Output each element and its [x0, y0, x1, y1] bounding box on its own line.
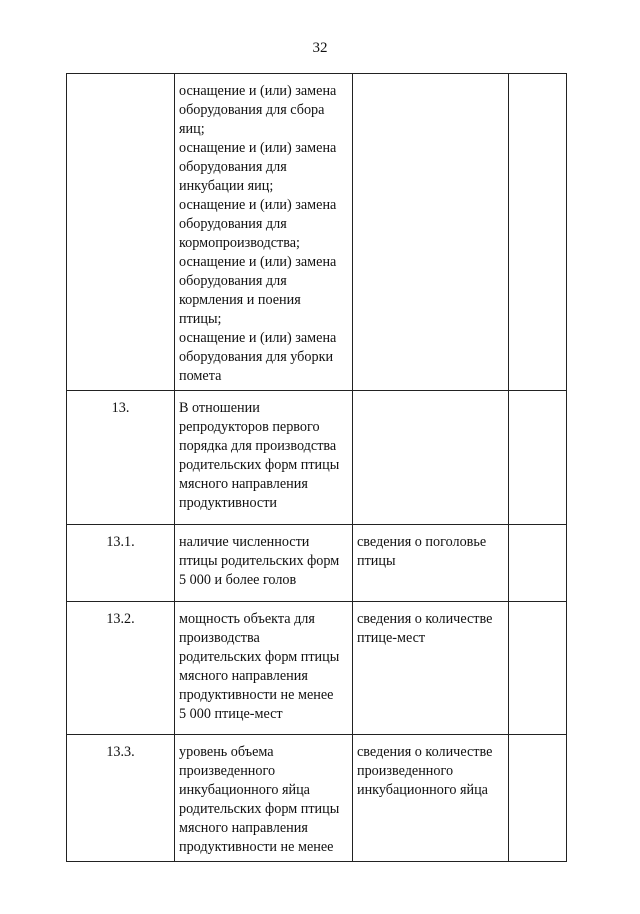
criterion-description-line: родительских форм птицы [179, 457, 340, 473]
criterion-description-line: продуктивности не менее [179, 687, 334, 703]
criterion-description-line: родительских форм птицы [179, 801, 340, 817]
criterion-description-line: кормопроизводства; [179, 235, 300, 251]
criterion-description-line: инкубации яиц; [179, 178, 274, 194]
row-number: 13. [111, 400, 130, 416]
criterion-description-line: оснащение и (или) замена [179, 140, 337, 156]
row-number-cell [67, 525, 175, 602]
criterion-description-line: мясного направления [179, 476, 308, 492]
table-row [67, 602, 567, 735]
criterion-description-cell [175, 602, 353, 735]
criterion-description-line: продуктивности [179, 495, 278, 511]
data-source-line: сведения о количестве [357, 611, 493, 627]
criterion-description-line: репродукторов первого [179, 419, 320, 435]
criterion-description-line: порядка для производства [179, 438, 337, 454]
empty-cell [509, 602, 567, 735]
criterion-description-line: оснащение и (или) замена [179, 330, 337, 346]
empty-cell [509, 391, 567, 525]
table-row [67, 391, 567, 525]
criterion-description-line: оборудования для сбора [179, 102, 325, 118]
criteria-table [66, 73, 567, 862]
data-source-line: птицы [357, 553, 396, 569]
criterion-description-line: мясного направления [179, 820, 308, 836]
criterion-description-cell [175, 74, 353, 391]
data-source-cell [353, 391, 509, 525]
criterion-description-line: 5 000 и более голов [179, 572, 297, 588]
criterion-description-line: кормления и поения [179, 292, 301, 308]
criterion-description-line: В отношении [179, 400, 260, 416]
table-row [67, 74, 567, 391]
criterion-description-line: яиц; [179, 121, 205, 137]
criterion-description-line: произведенного [179, 763, 276, 779]
criterion-description-line: продуктивности не менее [179, 839, 334, 855]
table-row [67, 525, 567, 602]
criterion-description-line: оснащение и (или) замена [179, 197, 337, 213]
empty-cell [509, 525, 567, 602]
row-number-cell [67, 735, 175, 862]
criterion-description-line: производства [179, 630, 260, 646]
criterion-description-line: оснащение и (или) замена [179, 83, 337, 99]
table-row [67, 735, 567, 862]
data-source-cell [353, 735, 509, 862]
criterion-description-cell [175, 525, 353, 602]
criterion-description-line: инкубационного яйца [179, 782, 310, 798]
data-source-cell [353, 525, 509, 602]
row-number-cell [67, 391, 175, 525]
criterion-description-line: оборудования для уборки [179, 349, 334, 365]
data-source-cell [353, 74, 509, 391]
row-number-cell [67, 74, 175, 391]
criterion-description-line: 5 000 птице-мест [179, 706, 283, 722]
empty-cell [509, 74, 567, 391]
criterion-description-cell [175, 735, 353, 862]
criterion-description-line: уровень объема [179, 744, 274, 760]
criterion-description-line: птицы родительских форм [179, 553, 340, 569]
criterion-description-line: оборудования для [179, 273, 287, 289]
data-source-line: инкубационного яйца [357, 782, 488, 798]
data-source-cell [353, 602, 509, 735]
criterion-description-line: оборудования для [179, 159, 287, 175]
criterion-description-line: оснащение и (или) замена [179, 254, 337, 270]
data-source-line: произведенного [357, 763, 454, 779]
row-number: 13.1. [106, 534, 135, 550]
criterion-description-line: помета [179, 368, 222, 384]
empty-cell [509, 735, 567, 862]
criterion-description-cell [175, 391, 353, 525]
criterion-description-line: наличие численности [179, 534, 310, 550]
row-number: 13.2. [106, 611, 135, 627]
criterion-description-line: родительских форм птицы [179, 649, 340, 665]
row-number-cell [67, 602, 175, 735]
criterion-description-line: оборудования для [179, 216, 287, 232]
data-source-line: птице-мест [357, 630, 426, 646]
page-number: 32 [312, 40, 328, 56]
data-source-line: сведения о поголовье [357, 534, 487, 550]
criterion-description-line: птицы; [179, 311, 222, 327]
row-number: 13.3. [106, 744, 135, 760]
data-source-line: сведения о количестве [357, 744, 493, 760]
criterion-description-line: мясного направления [179, 668, 308, 684]
criterion-description-line: мощность объекта для [179, 611, 315, 627]
